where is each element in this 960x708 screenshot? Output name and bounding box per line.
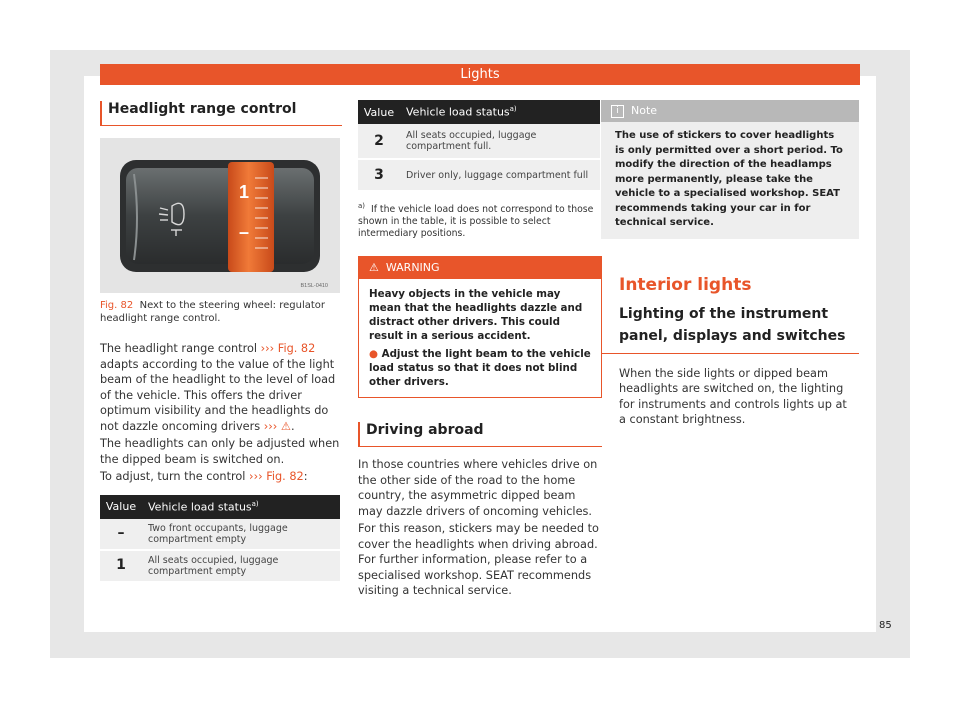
headlight-regulator-illustration: [100, 138, 340, 293]
header-text: Vehicle load status: [406, 105, 510, 119]
warning-ref-link[interactable]: ›››: [263, 419, 281, 433]
footnote-sup: a): [251, 499, 259, 508]
table-row: [358, 124, 600, 159]
table-header-value: Value: [100, 495, 142, 519]
warning-triangle-icon: ⚠: [369, 261, 379, 275]
right-column: [601, 100, 861, 428]
warning-body: [359, 279, 601, 397]
paragraph-dipped-beam: The headlights can only be adjusted when the dipped beam is switched on.: [100, 437, 340, 466]
figure-caption: [100, 299, 332, 325]
table-cell-status: Two front occupants, luggage compartment empty: [142, 519, 340, 550]
load-status-table-2: [358, 100, 600, 192]
load-status-table-1: [100, 495, 340, 583]
warning-title: WARNING: [385, 261, 440, 275]
note-box: [601, 100, 859, 239]
section-title-driving-abroad: Driving abroad: [358, 422, 602, 447]
table-cell-status: Driver only, luggage compartment full: [400, 159, 600, 191]
figure-82: [100, 138, 340, 293]
table-cell-status: All seats occupied, luggage compartment full.: [400, 124, 600, 159]
note-body: The use of stickers to cover headlights is only permitted over a short period. To modify the direction of the headlamps more permanently, please take the vehicle to a specialised workshop. SEAT recommends taking your car in for technical service.: [615, 130, 843, 228]
warning-bullet-text: Adjust the light beam to the vehicle load status so that it does not blind other drivers.: [369, 348, 591, 389]
table-cell-value: 3: [358, 159, 400, 191]
para-text: To adjust, turn the control: [100, 470, 250, 483]
section-title-headlight: Headlight range control: [100, 101, 342, 126]
note-title: Note: [631, 104, 658, 117]
table-header-status: [142, 495, 340, 519]
footnote-sup: a): [509, 105, 517, 114]
table-cell-value: –: [100, 519, 142, 550]
paragraph-driving-abroad-1: In those countries where vehicles drive on the other side of the road to the home country, the asymmetric dipped beam may dazzle drivers of oncoming vehicles.: [358, 458, 598, 518]
table-row: [358, 159, 600, 191]
chapter-title-interior-lights: Interior lights: [619, 274, 752, 295]
fig-ref-link[interactable]: ››› Fig. 82: [249, 470, 304, 483]
table-cell-value: 1: [100, 550, 142, 582]
fig-ref-link[interactable]: ››› Fig. 82: [260, 342, 316, 355]
paragraph-driving-abroad-2: For this reason, stickers may be needed to cover the headlights when driving abroad. For further information, please refer to a specialised workshop. SEAT recommends visiting a technical service.: [358, 522, 599, 598]
info-icon: i: [611, 105, 624, 118]
section-header-bar: Lights: [100, 64, 860, 85]
subsection-title-instrument-lighting: Lighting of the instrument panel, displays and switches: [601, 303, 859, 354]
table-cell-status: All seats occupied, luggage compartment empty: [142, 550, 340, 582]
figure-code: B1SL-0410: [300, 283, 328, 289]
warning-header: [359, 257, 601, 279]
table-cell-value: 2: [358, 124, 400, 159]
para-text: The headlight range control: [100, 342, 261, 355]
warning-text: Heavy objects in the vehicle may mean that the headlights dazzle and distract other drivers. This could result in a serious accident.: [369, 288, 583, 343]
table-header-value: Value: [358, 100, 400, 124]
bullet-icon: ●: [369, 348, 378, 361]
figure-label: Fig. 82: [100, 300, 134, 311]
middle-column: [358, 100, 602, 599]
dial-mark-one: 1: [239, 182, 250, 202]
table-footnote: [358, 200, 602, 240]
para-text: adapts according to the value of the light beam of the headlight to the level of load of the vehicle. This offers the driver optimum visibility and the headlights do not dazzle oncoming drivers: [100, 357, 336, 433]
paragraph-adjust: [100, 469, 340, 485]
footnote-text: If the vehicle load does not correspond to those shown in the table, it is possible to select intermediary positions.: [358, 204, 594, 240]
note-header: [601, 100, 859, 122]
table-row: [100, 550, 340, 582]
paragraph-headlight-intro: The headlight range control ››› Fig. 82 adapts according to the value of the light beam of the headlight to the level of load of the vehicle. This offers the driver optimum visibility and the headlights do not dazzle oncoming drivers ››› ⚠.: [100, 342, 336, 433]
warning-box: [358, 256, 602, 398]
page-number: 85: [879, 620, 892, 631]
footnote-mark: a): [358, 202, 366, 210]
dial-mark-dash: –: [239, 222, 250, 242]
para-text: :: [303, 470, 308, 483]
warning-bullet: [369, 347, 591, 389]
table-header-status: [400, 100, 600, 124]
header-text: Vehicle load status: [148, 500, 252, 514]
figure-caption-text: Next to the steering wheel: regulator headlight range control.: [100, 300, 325, 324]
left-column: [100, 101, 342, 583]
paragraph-instrument-lighting: When the side lights or dipped beam headlights are switched on, the lighting for instruments and controls lights up at a constant brightness.: [619, 366, 847, 426]
warning-triangle-icon: ⚠: [280, 419, 291, 433]
table-row: [100, 519, 340, 550]
